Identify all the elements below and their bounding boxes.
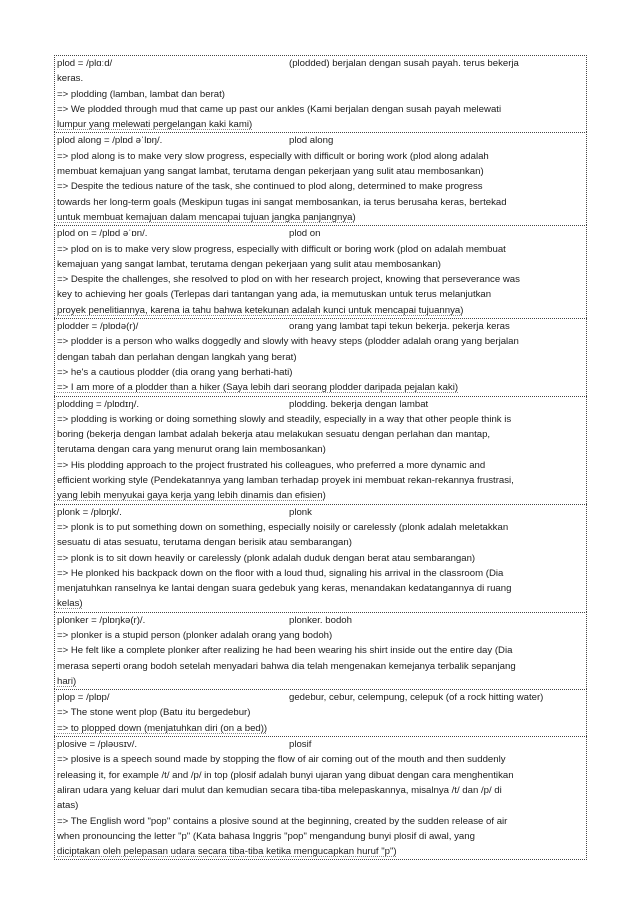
entry-line: kemajuan yang sangat lambat, terutama dengan pekerjaan yang sulit atau membosankan) (57, 258, 441, 270)
entry-line: aliran udara yang keluar dari mulut dan kemudian secara tiba-tiba melepaskannya, misalnya /t/ dan /p/ di (57, 784, 502, 796)
entry-line: => plonk is to sit down heavily or carelessly (plonk adalah duduk dengan berat atau sembarangan) (57, 552, 476, 564)
entry-line: atas) (57, 800, 79, 812)
entry-headword: plop = /plɒp/ (57, 692, 110, 704)
entry-line: keras. (57, 73, 84, 85)
entry-line: => The English word "pop" contains a plosive sound at the beginning, created by the sudden release of air (57, 815, 508, 827)
entry-line: => His plodding approach to the project frustrated his colleagues, who preferred a more dynamic and (57, 459, 486, 471)
entry-gloss: plonk (289, 506, 312, 518)
entry-line: => plod along is to make very slow progress, especially with difficult or boring work (plod along adalah (57, 150, 489, 162)
entry-gloss: plod on (289, 228, 321, 240)
entry-line: yang lebih menyukai gaya kerja yang lebih dinamis dan efisien) (57, 490, 326, 502)
entry-line: => The stone went plop (Batu itu bergedebur) (57, 707, 251, 719)
entry-gloss: plonker. bodoh (289, 614, 352, 626)
entry-gloss: (plodded) berjalan dengan susah payah. terus bekerja (289, 58, 519, 69)
entry-line: => We plodded through mud that came up past our ankles (Kami berjalan dengan susah payah melewati (57, 103, 502, 115)
entry-header (57, 690, 584, 705)
entry-line: => He felt like a complete plonker after realizing he had been wearing his shirt inside out the entire day (Dia (57, 645, 513, 657)
entry-line: proyek penelitiannya, karena ia tahu bahwa ketekunan adalah kunci untuk mencapai tujuannya) (57, 304, 464, 316)
entry-line: untuk membuat kemajuan dalam mencapai tujuan jangka panjangnya) (57, 211, 356, 223)
entry-line: => plosive is a speech sound made by stopping the flow of air coming out of the mouth and then suddenly (57, 754, 506, 766)
entry-line: => Despite the tedious nature of the task, she continued to plod along, determined to make progress (57, 181, 483, 193)
entry-line: => he's a cautious plodder (dia orang yang berhati-hati) (57, 366, 293, 378)
entry-header (57, 505, 584, 520)
entry-line: => plodder is a person who walks doggedly and slowly with heavy steps (plodder adalah orang yang berjalan (57, 336, 519, 348)
entry-line: sesuatu di atas sesuatu, terutama dengan berisik atau sembarangan) (57, 537, 352, 549)
entry-line: merasa seperti orang bodoh setelah menyadari bahwa dia telah mengenakan kemejanya terbalik sepanjang (57, 660, 516, 672)
entry-header (57, 133, 584, 148)
entry-line: diciptakan oleh pelepasan udara secara tiba-tiba ketika mengucapkan huruf "p") (57, 846, 397, 858)
dictionary-entry (54, 736, 587, 860)
entry-line: => plod on is to make very slow progress, especially with difficult or boring work (plod on adalah membuat (57, 243, 506, 255)
entry-line: dengan tabah dan perlahan dengan langkah yang berat) (57, 351, 297, 363)
entry-headword: plosive = /pləʊsɪv/. (57, 739, 138, 751)
entry-line: when pronouncing the letter "p" (Kata bahasa Inggris "pop" mengandung bunyi plosif di awal, yang (57, 830, 475, 842)
entry-line: => plonker is a stupid person (plonker adalah orang yang bodoh) (57, 629, 333, 641)
entry-headword: plod = /plɑːd/ (57, 58, 113, 69)
entry-line: => plonk is to put something down on something, especially noisily or carelessly (plonk adalah meletakkan (57, 521, 509, 533)
entry-line: efficient working style (Pendekatannya yang lamban terhadap proyek ini membuat rekan-rekannya frustrasi, (57, 475, 514, 487)
entry-line: kelas) (57, 598, 83, 610)
entry-headword: plonker = /plɒŋkə(r)/. (57, 614, 146, 626)
dictionary-entry (54, 396, 587, 504)
entry-line: => Despite the challenges, she resolved to plod on with her research project, knowing that perseverance was (57, 274, 520, 286)
entry-line: menjatuhkan ranselnya ke lantai dengan suara gedebuk yang keras, menandakan kedatangannya di ruang (57, 583, 512, 595)
dictionary-entry (54, 225, 587, 318)
entry-line: boring (bekerja dengan lambat adalah bekerja atau melakukan sesuatu dengan perlahan dan mantap, (57, 429, 491, 441)
entry-headword: plod on = /plɒd əˈɒn/. (57, 228, 148, 240)
entry-header (57, 737, 584, 752)
dictionary-entry (54, 689, 587, 736)
entry-gloss: gedebur, cebur, celempung, celepuk (of a rock hitting water) (289, 692, 544, 704)
entry-headword: plodding = /plɒdɪŋ/. (57, 398, 140, 410)
entry-header (57, 397, 584, 412)
entry-line: => He plonked his backpack down on the floor with a loud thud, signaling his arrival in the classroom (Dia (57, 567, 504, 579)
entry-line: => plodding (lamban, lambat dan berat) (57, 88, 225, 100)
entry-header (57, 613, 584, 628)
entry-line: key to achieving her goals (Terlepas dari tantangan yang ada, ia memutuskan untuk terus melanjutkan (57, 289, 492, 301)
entry-line: => to plopped down (menjatuhkan diri (on a bed)) (57, 722, 268, 734)
entry-line: membuat kemajuan yang sangat lambat, terutama dengan pekerjaan yang sulit atau membosankan) (57, 166, 484, 178)
entry-line: releasing it, for example /t/ and /p/ in top (plosif adalah bunyi ujaran yang dibuat dengan cara menghentikan (57, 769, 514, 781)
dictionary-entry (54, 55, 587, 132)
entry-line: => plodding is working or doing something slowly and steadily, especially in a way that other people think is (57, 413, 512, 425)
dictionary-entry (54, 318, 587, 395)
document-page (54, 55, 587, 860)
entry-header (57, 319, 584, 334)
entry-line: lumpur yang melewati pergelangan kaki kami) (57, 119, 253, 131)
entry-line: hari) (57, 675, 77, 687)
dictionary-entry (54, 612, 587, 689)
dictionary-entry (54, 132, 587, 225)
entry-gloss: orang yang lambat tapi tekun bekerja. pekerja keras (289, 321, 510, 333)
entry-header (57, 226, 584, 241)
entry-header (57, 56, 584, 71)
entry-line: => I am more of a plodder than a hiker (Saya lebih dari seorang plodder daripada pejalan kaki) (57, 382, 459, 394)
entry-gloss: plodding. bekerja dengan lambat (289, 398, 429, 410)
entry-line: towards her long-term goals (Meskipun tugas ini sangat membosankan, ia terus berusaha keras, bertekad (57, 196, 507, 208)
entry-headword: plonk = /plɒŋk/. (57, 506, 122, 518)
entry-headword: plod along = /plɒd əˈlɒŋ/. (57, 135, 163, 147)
dictionary-entry (54, 504, 587, 612)
entry-line: terutama dengan cara yang menurut orang lain membosankan) (57, 444, 326, 456)
entry-gloss: plod along (289, 135, 334, 147)
entry-gloss: plosif (289, 739, 312, 751)
entry-headword: plodder = /plɒdə(r)/ (57, 321, 139, 333)
